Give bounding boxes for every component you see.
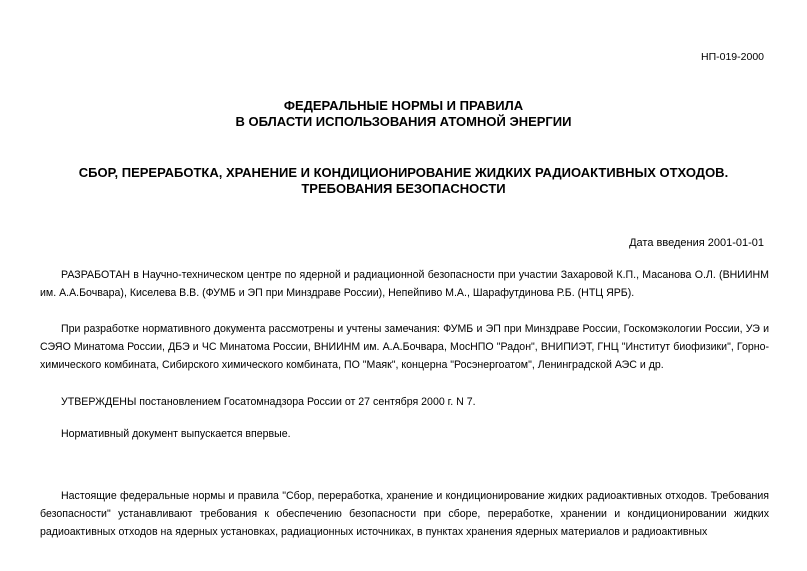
effective-date: Дата введения 2001-01-01 xyxy=(629,237,764,249)
title-line-1: СБОР, ПЕРЕРАБОТКА, ХРАНЕНИЕ И КОНДИЦИОНИРОВАНИЕ ЖИДКИХ РАДИОАКТИВНЫХ ОТХОДОВ. xyxy=(78,165,729,180)
paragraph-comments: При разработке нормативного документа рассмотрены и учтены замечания: ФУМБ и ЭП при Минздраве России, Госкомэкологии России, УЭ и СЭЯО Минатома России, ДБЭ и ЧС Минатома России, ВНИИНМ им. А.А.Бочвара, МосНПО "Радон", ВНИПИЭТ, ГНЦ "Институт биофизики", Горно-химического комбината, Сибирского химического комбината, ПО "Маяк", концерна "Росэнергоатом", Ленинградской АЭС и др. xyxy=(40,323,769,371)
heading-line-2: В ОБЛАСТИ ИСПОЛЬЗОВАНИЯ АТОМНОЙ ЭНЕРГИИ xyxy=(235,114,572,129)
document-title xyxy=(0,165,807,197)
paragraph-developed: РАЗРАБОТАН в Научно-техническом центре по ядерной и радиационной безопасности при участии Захаровой К.П., Масанова О.Л. (ВНИИНМ им. А.А.Бочвара), Киселева В.В. (ФУМБ и ЭП при Минздраве России), Непейпиво М.А., Шарафутдинова Р.Б. (НТЦ ЯРБ). xyxy=(40,269,769,299)
heading xyxy=(0,98,807,130)
heading-line-1: ФЕДЕРАЛЬНЫЕ НОРМЫ И ПРАВИЛА xyxy=(283,98,524,113)
paragraph-approved: УТВЕРЖДЕНЫ постановлением Госатомнадзора России от 27 сентября 2000 г. N 7. xyxy=(61,396,476,408)
title-line-2: ТРЕБОВАНИЯ БЕЗОПАСНОСТИ xyxy=(301,181,506,196)
paragraph-intro: Настоящие федеральные нормы и правила "Сбор, переработка, хранение и кондиционирование жидких радиоактивных отходов. Требования безопасности" устанавливают требования к обеспечению безопасности при сборе, переработке, хранении и кондиционировании жидких радиоактивных отходов на ядерных установках, радиационных источниках, в пунктах хранения ядерных материалов и радиоактивных xyxy=(40,490,769,538)
document-code: НП-019-2000 xyxy=(701,51,764,63)
paragraph-first-issue: Нормативный документ выпускается впервые. xyxy=(61,428,291,440)
